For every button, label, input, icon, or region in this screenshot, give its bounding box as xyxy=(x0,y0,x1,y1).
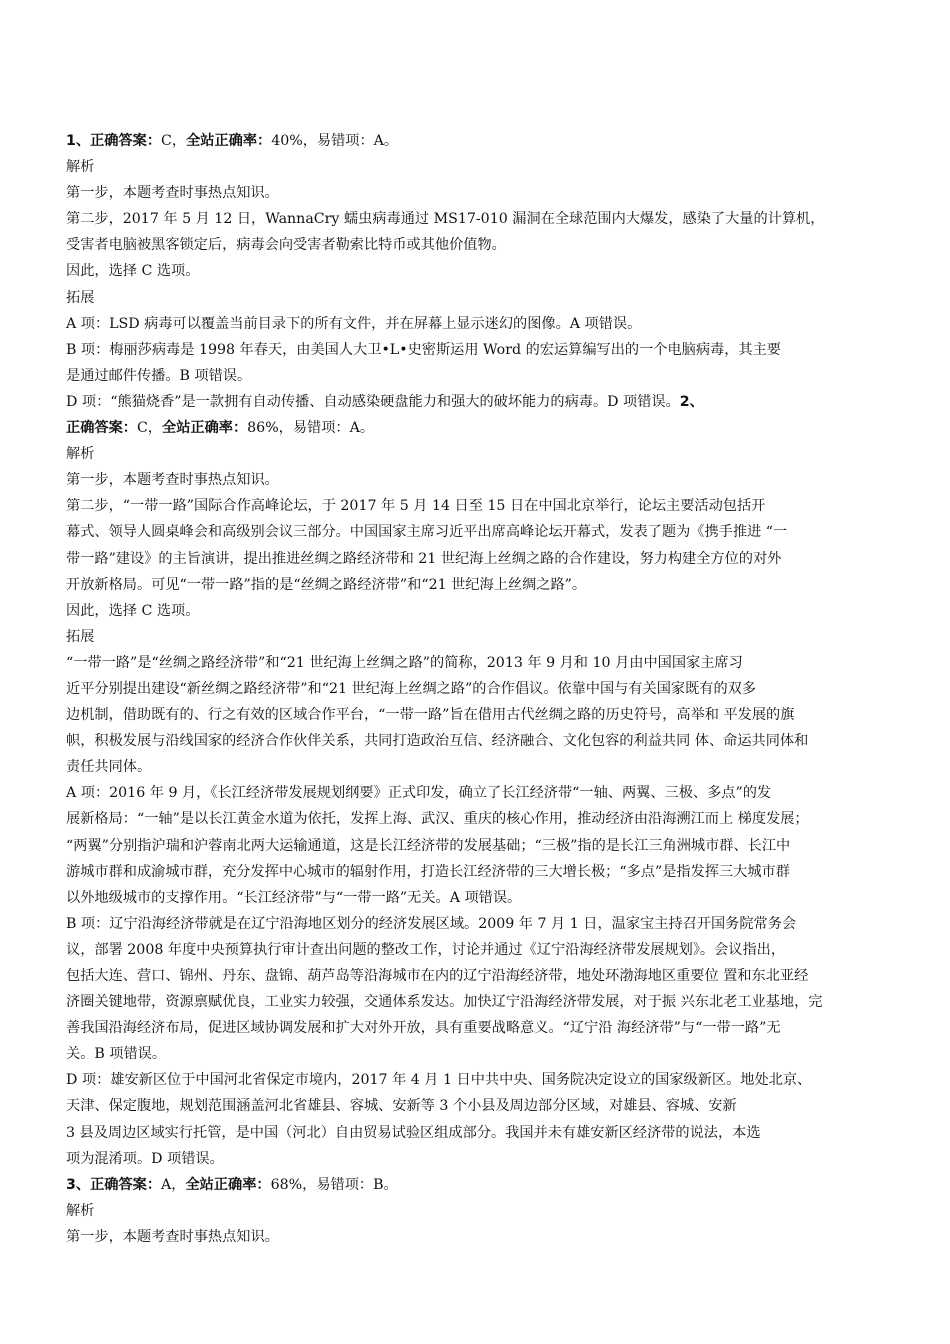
q1-step2-line2: 受害者电脑被黑客锁定后，病毒会向受害者勒索比特币或其他价值物。 xyxy=(66,237,506,254)
q2-option-a-line2: 展新格局：“一轴”是以长江黄金水道为依托，发挥上海、武汉、重庆的核心作用，推动经济由沿海溯江而上 梯度发展； xyxy=(66,811,809,828)
q3-number: 3、 xyxy=(66,1176,91,1193)
q2-extension-line4: 帜，积极发展与沿线国家的经济合作伙伴关系，共同打造政治互信、经济融合、文化包容的利益共同 体、命运共同体和 xyxy=(66,733,809,750)
q2-option-a-line1: A 项：2016 年 9 月，《长江经济带发展规划纲要》正式印发，确立了长江经济带“一轴、两翼、三极、多点”的发 xyxy=(66,785,772,802)
q2-rate-label: 全站正确率： xyxy=(162,420,248,437)
q1-analysis-heading: 解析 xyxy=(66,159,95,176)
q2-extension-heading: 拓展 xyxy=(66,628,95,645)
q1-option-b-line1: B 项：梅丽莎病毒是 1998 年春天，由美国人大卫•L•史密斯运用 Word 的宏运算编写出的一个电脑病毒，其主要 xyxy=(66,341,781,358)
q1-answer-value: C， xyxy=(161,133,187,149)
q2-number: 2、 xyxy=(679,393,704,410)
q2-conclusion: 因此，选择 C 选项。 xyxy=(66,602,200,619)
q2-rate-value: 86%，易错项：A。 xyxy=(247,420,375,437)
q1-extension-heading: 拓展 xyxy=(66,289,95,306)
q2-step2-line4: 开放新格局。可见“一带一路”指的是“丝绸之路经济带”和“21 世纪海上丝绸之路”。 xyxy=(66,576,587,593)
q1-step1: 第一步，本题考查时事热点知识。 xyxy=(66,185,279,202)
q1-conclusion: 因此，选择 C 选项。 xyxy=(66,263,200,280)
q3-answer-line xyxy=(66,1172,886,1198)
q2-step2-line1: 第二步，“一带一路”国际合作高峰论坛，于 2017 年 5 月 14 日至 15 日在中国北京举行，论坛主要活动包括开 xyxy=(66,498,766,515)
q1-option-b-line2: 是通过邮件传播。B 项错误。 xyxy=(66,367,252,384)
q2-answer-line xyxy=(66,415,886,441)
q1-number: 1、 xyxy=(66,133,91,149)
q1-answer-line xyxy=(66,128,886,154)
q2-option-a-line5: 以外地级城市的支撑作用。“长江经济带”与“一带一路”无关。A 项错误。 xyxy=(66,889,522,906)
q2-option-b-line6: 关。B 项错误。 xyxy=(66,1046,167,1063)
q2-answer-value: C， xyxy=(136,420,162,437)
q2-option-b-line5: 善我国沿海经济布局，促进区域协调发展和扩大对外开放，具有重要战略意义。“辽宁沿 海经济带”与“一带一路”无 xyxy=(66,1020,781,1037)
q1-answer-label: 正确答案： xyxy=(90,133,162,149)
q2-answer-label: 正确答案： xyxy=(66,420,137,437)
q2-option-d-line3: 3 县及周边区域实行托管，是中国（河北）自由贸易试验区组成部分。我国并未有雄安新区经济带的说法，本选 xyxy=(66,1124,761,1141)
q1-rate-label: 全站正确率： xyxy=(186,133,272,149)
q3-answer-label: 正确答案： xyxy=(90,1176,162,1193)
q1-option-d-text: D 项：“熊猫烧香”是一款拥有自动传播、自动感染硬盘能力和强大的破坏能力的病毒。D 项错误。 xyxy=(66,393,680,410)
q2-step2-line2: 幕式、领导人圆桌峰会和高级别会议三部分。中国国家主席习近平出席高峰论坛开幕式，发表了题为《携手推进 “一 xyxy=(66,524,788,541)
q2-option-b-line4: 济圈关键地带，资源禀赋优良，工业实力较强，交通体系发达。加快辽宁沿海经济带发展，对于振 兴东北老工业基地，完 xyxy=(66,994,823,1011)
q2-option-d-line2: 天津、保定腹地，规划范围涵盖河北省雄县、容城、安新等 3 个小县及周边部分区域，对雄县、容城、安新 xyxy=(66,1098,737,1115)
q2-step1: 第一步，本题考查时事热点知识。 xyxy=(66,472,279,489)
q3-rate-value: 68%，易错项：B。 xyxy=(270,1176,398,1193)
q2-option-b-line2: 议，部署 2008 年度中央预算执行审计查出问题的整改工作，讨论并通过《辽宁沿海经济带发展规划》。会议指出， xyxy=(66,941,786,958)
q3-analysis-heading: 解析 xyxy=(66,1202,95,1219)
q2-option-a-line4: 游城市群和成渝城市群，充分发挥中心城市的辐射作用，打造长江经济带的三大增长极；“多点”是指发挥三大城市群 xyxy=(66,863,790,880)
q1-option-a: A 项：LSD 病毒可以覆盖当前目录下的所有文件，并在屏幕上显示迷幻的图像。A 项错误。 xyxy=(66,315,642,332)
q1-rate-value: 40%，易错项：A。 xyxy=(271,133,399,149)
q2-option-d-line4: 项为混淆项。D 项错误。 xyxy=(66,1150,224,1167)
q2-analysis-heading: 解析 xyxy=(66,446,95,463)
q2-extension-line2: 近平分别提出建设“新丝绸之路经济带”和“21 世纪海上丝绸之路”的合作倡议。依靠中国与有关国家既有的双多 xyxy=(66,680,757,697)
q2-option-b-line3: 包括大连、营口、锦州、丹东、盘锦、葫芦岛等沿海城市在内的辽宁沿海经济带，地处环渤海地区重要位 置和东北亚经 xyxy=(66,968,809,984)
q3-answer-value: A， xyxy=(161,1176,186,1193)
q2-extension-line5: 责任共同体。 xyxy=(66,759,152,776)
q2-extension-line3: 边机制，借助既有的、行之有效的区域合作平台，“一带一路”旨在借用古代丝绸之路的历史符号，高举和 平发展的旗 xyxy=(66,707,795,724)
q3-step1: 第一步，本题考查时事热点知识。 xyxy=(66,1228,279,1245)
q2-extension-line1: “一带一路”是“丝绸之路经济带”和“21 世纪海上丝绸之路”的简称，2013 年 9 月和 10 月由中国国家主席习 xyxy=(66,654,743,671)
q1-step2-line1: 第二步，2017 年 5 月 12 日，WannaCry 蠕虫病毒通过 MS17-010 漏洞在全球范围内大爆发，感染了大量的计算机， xyxy=(66,211,825,228)
q3-rate-label: 全站正确率： xyxy=(185,1176,271,1193)
q1-option-d xyxy=(66,389,886,415)
q2-option-d-line1: D 项：雄安新区位于中国河北省保定市境内，2017 年 4 月 1 日中共中央、国务院决定设立的国家级新区。地处北京、 xyxy=(66,1072,812,1089)
document-page xyxy=(66,128,886,1250)
q2-option-a-line3: “两翼”分别指沪瑞和沪蓉南北两大运输通道，这是长江经济带的发展基础；“三极”指的是长江三角洲城市群、长江中 xyxy=(66,837,791,854)
q2-option-b-line1: B 项：辽宁沿海经济带就是在辽宁沿海地区划分的经济发展区域。2009 年 7 月 1 日，温家宝主持召开国务院常务会 xyxy=(66,915,797,932)
q2-step2-line3: 带一路”建设》的主旨演讲，提出推进丝绸之路经济带和 21 世纪海上丝绸之路的合作建设，努力构建全方位的对外 xyxy=(66,550,782,567)
